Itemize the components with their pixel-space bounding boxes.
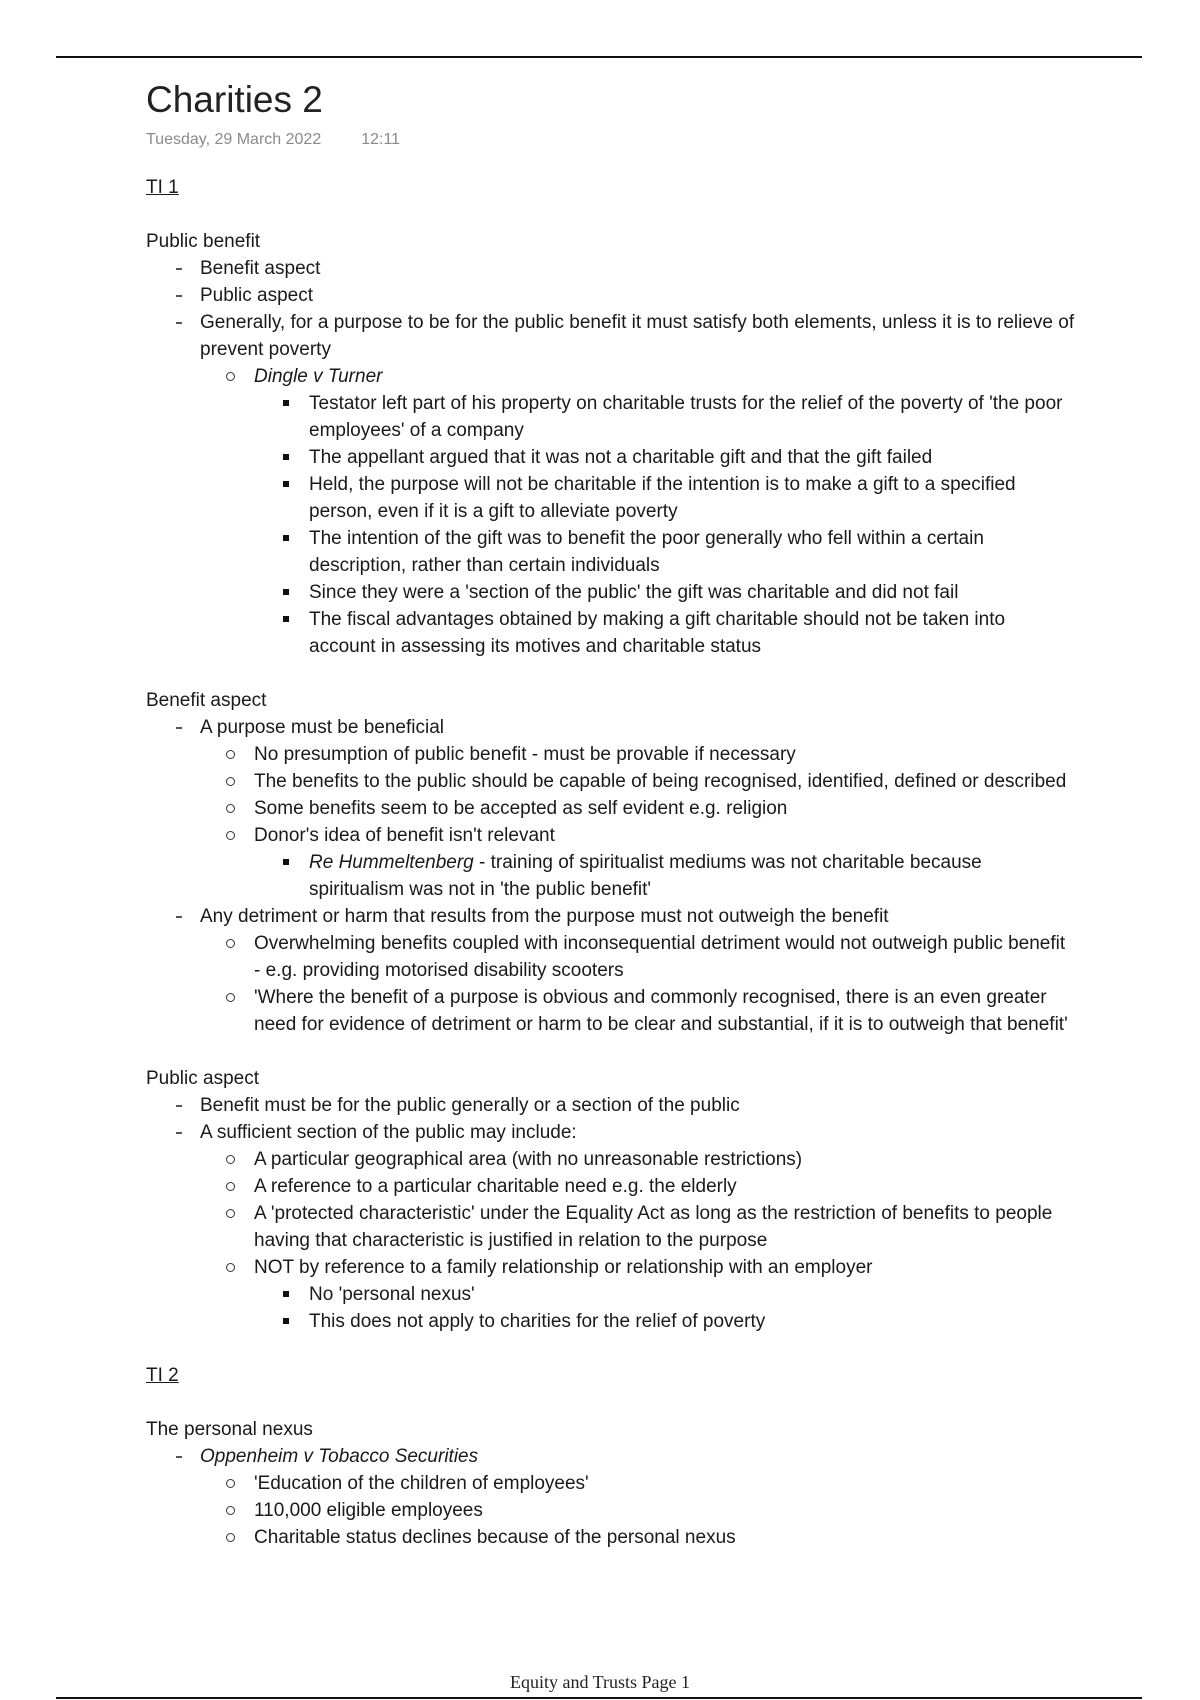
dingle-points (146, 390, 1076, 660)
list-item: Charitable status declines because of the personal nexus (146, 1524, 1076, 1551)
list-item: No 'personal nexus' (146, 1281, 1076, 1308)
list-item: 110,000 eligible employees (146, 1497, 1076, 1524)
list-item: No presumption of public benefit - must be provable if necessary (146, 741, 1076, 768)
case-name: Re Hummeltenberg (309, 852, 474, 873)
note-date: Tuesday, 29 March 2022 (146, 131, 322, 148)
list-item: A purpose must be beneficial (146, 714, 1076, 741)
list-item: Some benefits seem to be accepted as self evident e.g. religion (146, 795, 1076, 822)
heading-ti-2: TI 2 (146, 1365, 179, 1386)
heading-ti-1: TI 1 (146, 177, 179, 198)
list-item: Donor's idea of benefit isn't relevant (146, 822, 1076, 849)
top-rule (56, 56, 1142, 58)
list-item: A reference to a particular charitable need e.g. the elderly (146, 1173, 1076, 1200)
list-item: A 'protected characteristic' under the Equality Act as long as the restriction of benefits to people having that characteristic is justified in relation to the purpose (146, 1200, 1076, 1254)
list-item: Benefit aspect (146, 255, 1076, 282)
section-benefit-aspect: Benefit aspect (146, 690, 267, 711)
list-item: Overwhelming benefits coupled with inconsequential detriment would not outweigh public benefit - e.g. providing motorised disability scooters (146, 930, 1076, 984)
list-item: A sufficient section of the public may include: (146, 1119, 1076, 1146)
case-dingle-v-turner: Dingle v Turner (146, 363, 1076, 390)
section-personal-nexus: The personal nexus (146, 1419, 313, 1440)
list-item: The benefits to the public should be capable of being recognised, identified, defined or described (146, 768, 1076, 795)
list-item: Benefit must be for the public generally or a section of the public (146, 1092, 1076, 1119)
list-item: The fiscal advantages obtained by making a gift charitable should not be taken into account in assessing its motives and charitable status (146, 606, 1076, 660)
note-meta (146, 128, 1076, 152)
page-footer: Equity and Trusts Page 1 (509, 1672, 691, 1692)
public-benefit-list (146, 255, 1076, 363)
case-oppenheim: Oppenheim v Tobacco Securities (146, 1443, 1076, 1470)
list-item: 'Education of the children of employees' (146, 1470, 1076, 1497)
page-title: Charities 2 (146, 79, 323, 120)
list-item: Any detriment or harm that results from the purpose must not outweigh the benefit (146, 903, 1076, 930)
list-item: Held, the purpose will not be charitable if the intention is to make a gift to a specified person, even if it is a gift to alleviate poverty (146, 471, 1076, 525)
list-item: Since they were a 'section of the public' the gift was charitable and did not fail (146, 579, 1076, 606)
case-summary: - training of spiritualist mediums was not charitable because spiritualism was not in 'the public benefit' (309, 852, 982, 900)
case-re-hummeltenberg (146, 849, 1076, 903)
section-public-aspect: Public aspect (146, 1068, 260, 1089)
list-item: Public aspect (146, 282, 1076, 309)
bottom-rule (56, 1697, 1142, 1699)
section-public-benefit: Public benefit (146, 231, 261, 252)
list-item: The appellant argued that it was not a charitable gift and that the gift failed (146, 444, 1076, 471)
note-page (146, 74, 1076, 1551)
note-time: 12:11 (361, 131, 401, 148)
list-item: A particular geographical area (with no unreasonable restrictions) (146, 1146, 1076, 1173)
list-item: 'Where the benefit of a purpose is obvious and commonly recognised, there is an even greater need for evidence of detriment or harm to be clear and substantial, if it is to outweigh that benefit' (146, 984, 1076, 1038)
list-item: Generally, for a purpose to be for the public benefit it must satisfy both elements, unless it is to relieve of prevent poverty (146, 309, 1076, 363)
list-item: The intention of the gift was to benefit the poor generally who fell within a certain description, rather than certain individuals (146, 525, 1076, 579)
list-item: This does not apply to charities for the relief of poverty (146, 1308, 1076, 1335)
list-item: NOT by reference to a family relationship or relationship with an employer (146, 1254, 1076, 1281)
list-item: Testator left part of his property on charitable trusts for the relief of the poverty of 'the poor employees' of a company (146, 390, 1076, 444)
